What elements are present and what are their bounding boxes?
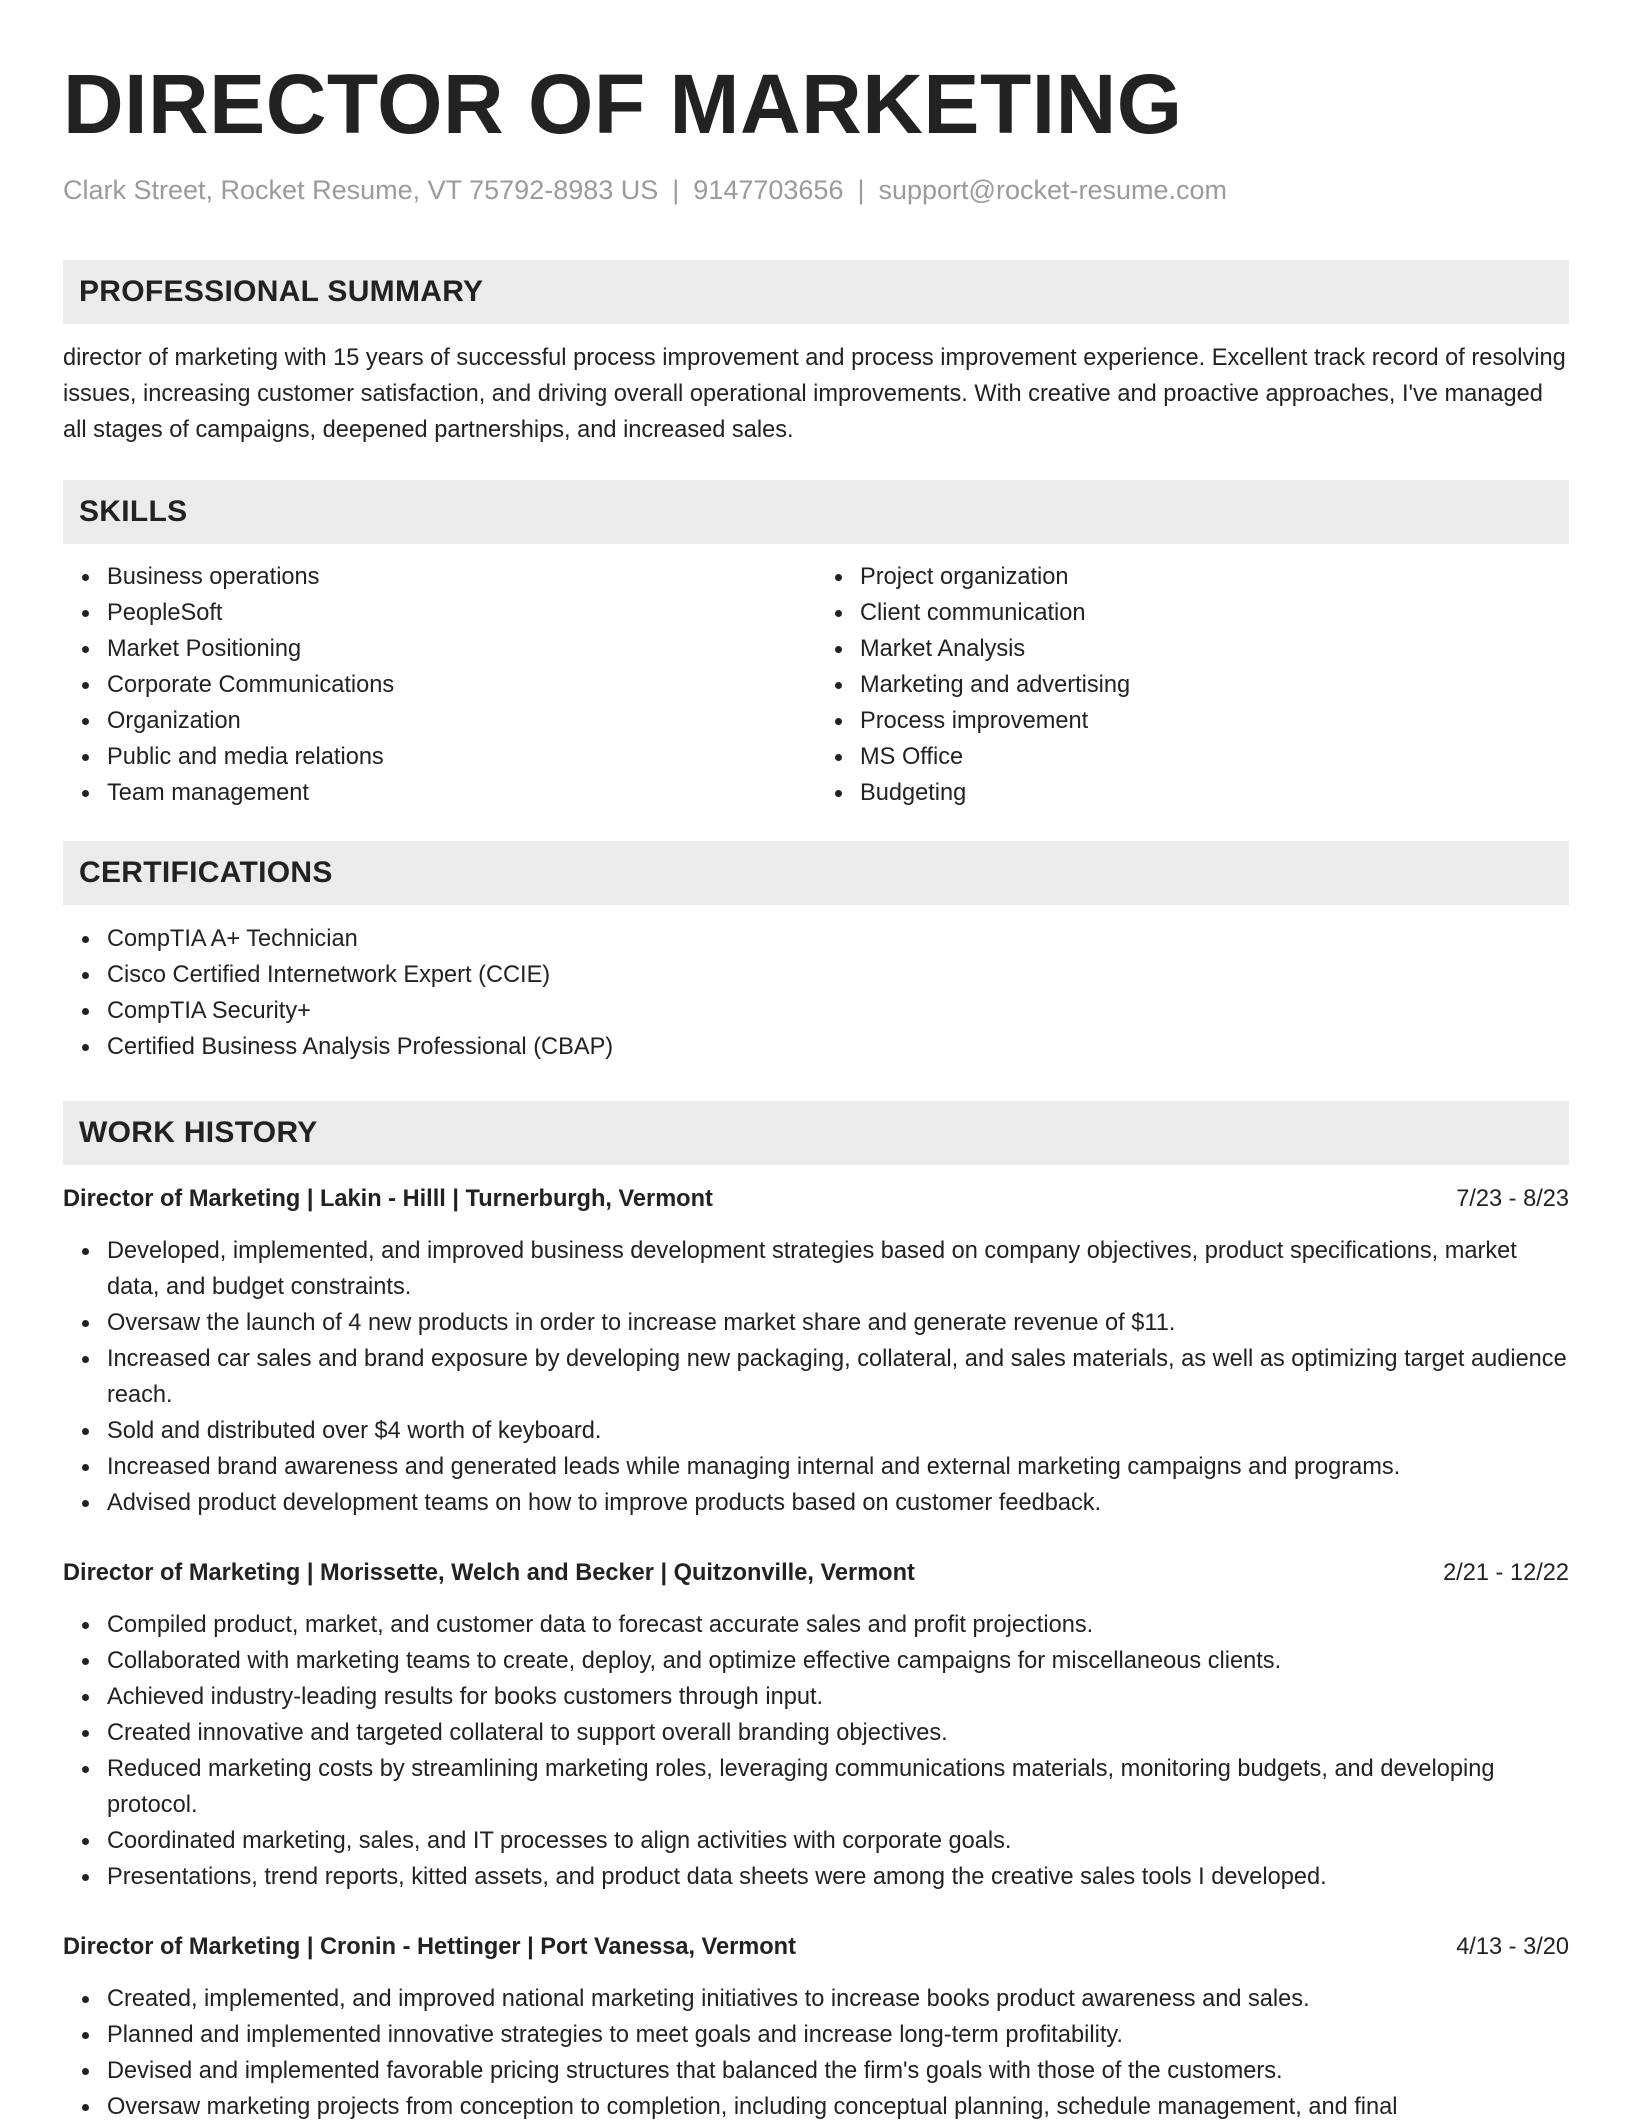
- job-entry: [63, 1929, 1569, 2125]
- certification-item: Certified Business Analysis Professional (CBAP): [107, 1029, 1569, 1065]
- skill-item: Project organization: [860, 559, 1569, 595]
- contact-separator: |: [672, 175, 680, 205]
- certification-item: CompTIA Security+: [107, 993, 1569, 1029]
- job-entry: [63, 1555, 1569, 1895]
- job-bullet: Collaborated with marketing teams to create, deploy, and optimize effective campaigns for miscellaneous clients.: [107, 1643, 1569, 1679]
- section-heading-work-history: WORK HISTORY: [63, 1101, 1569, 1165]
- skill-item: Team management: [107, 775, 816, 811]
- resume-name: DIRECTOR OF MARKETING: [63, 57, 1183, 151]
- job-header: [63, 1929, 1569, 1965]
- skill-item: Market Positioning: [107, 631, 816, 667]
- job-bullets: [63, 1607, 1569, 1895]
- job-bullet: Created, implemented, and improved national marketing initiatives to increase books product awareness and sales.: [107, 1981, 1569, 2017]
- job-entry: [63, 1181, 1569, 1521]
- contact-phone: 9147703656: [693, 175, 844, 205]
- skill-item: Public and media relations: [107, 739, 816, 775]
- skill-item: Client communication: [860, 595, 1569, 631]
- job-bullet: Increased car sales and brand exposure by developing new packaging, collateral, and sales materials, as well as optimizing target audience reach.: [107, 1341, 1569, 1413]
- summary-text: director of marketing with 15 years of successful process improvement and process improvement experience. Excellent track record of resolving issues, increasing customer satisfaction, and driving overall operational improvements. With creative and proactive approaches, I've managed all stages of campaigns, deepened partnerships, and increased sales.: [63, 345, 1566, 443]
- contact-line: [63, 172, 1569, 208]
- certifications-list: [63, 921, 1569, 1065]
- job-title: Director of Marketing | Morissette, Welch and Becker | Quitzonville, Vermont: [63, 1560, 915, 1586]
- skill-item: Process improvement: [860, 703, 1569, 739]
- certification-item: Cisco Certified Internetwork Expert (CCIE): [107, 957, 1569, 993]
- skill-item: PeopleSoft: [107, 595, 816, 631]
- job-header: [63, 1555, 1569, 1591]
- skill-item: Marketing and advertising: [860, 667, 1569, 703]
- skills-column-right: [816, 559, 1569, 811]
- job-dates: 7/23 - 8/23: [1456, 1186, 1569, 1212]
- job-bullet: Sold and distributed over $4 worth of keyboard.: [107, 1413, 1569, 1449]
- job-bullet: Advised product development teams on how to improve products based on customer feedback.: [107, 1485, 1569, 1521]
- skill-item: Market Analysis: [860, 631, 1569, 667]
- job-bullet: Reduced marketing costs by streamlining marketing roles, leveraging communications materials, monitoring budgets, and developing protocol.: [107, 1751, 1569, 1823]
- job-bullet: Devised and implemented favorable pricing structures that balanced the firm's goals with those of the customers.: [107, 2053, 1569, 2089]
- skill-item: Budgeting: [860, 775, 1569, 811]
- job-bullet: Achieved industry-leading results for books customers through input.: [107, 1679, 1569, 1715]
- job-title: Director of Marketing | Lakin - Hilll | Turnerburgh, Vermont: [63, 1186, 713, 1212]
- job-bullets: [63, 1981, 1569, 2125]
- contact-address: Clark Street, Rocket Resume, VT 75792-8983 US: [63, 175, 659, 205]
- certification-item: CompTIA A+ Technician: [107, 921, 1569, 957]
- skill-item: Business operations: [107, 559, 816, 595]
- job-bullet: Oversaw the launch of 4 new products in order to increase market share and generate revenue of $11.: [107, 1305, 1569, 1341]
- section-heading-certifications: CERTIFICATIONS: [63, 841, 1569, 905]
- section-heading-skills: SKILLS: [63, 480, 1569, 544]
- contact-separator: |: [857, 175, 865, 205]
- job-bullet: Presentations, trend reports, kitted assets, and product data sheets were among the creative sales tools I developed.: [107, 1859, 1569, 1895]
- job-bullet: Oversaw marketing projects from conception to completion, including conceptual planning, schedule management, and final: [107, 2089, 1569, 2125]
- job-bullet: Increased brand awareness and generated leads while managing internal and external marketing campaigns and programs.: [107, 1449, 1569, 1485]
- skills-grid: [63, 559, 1569, 811]
- job-bullets: [63, 1233, 1569, 1521]
- job-bullet: Created innovative and targeted collateral to support overall branding objectives.: [107, 1715, 1569, 1751]
- job-dates: 2/21 - 12/22: [1443, 1560, 1569, 1586]
- job-bullet: Planned and implemented innovative strategies to meet goals and increase long-term profitability.: [107, 2017, 1569, 2053]
- job-dates: 4/13 - 3/20: [1456, 1934, 1569, 1960]
- skill-item: MS Office: [860, 739, 1569, 775]
- section-heading-summary: PROFESSIONAL SUMMARY: [63, 260, 1569, 324]
- job-title: Director of Marketing | Cronin - Hettinger | Port Vanessa, Vermont: [63, 1934, 796, 1960]
- job-bullet: Coordinated marketing, sales, and IT processes to align activities with corporate goals.: [107, 1823, 1569, 1859]
- skill-item: Corporate Communications: [107, 667, 816, 703]
- skill-item: Organization: [107, 703, 816, 739]
- contact-email: support@rocket-resume.com: [878, 175, 1228, 205]
- job-bullet: Developed, implemented, and improved business development strategies based on company objectives, product specifications, market data, and budget constraints.: [107, 1233, 1569, 1305]
- skills-column-left: [63, 559, 816, 811]
- job-header: [63, 1181, 1569, 1217]
- job-bullet: Compiled product, market, and customer data to forecast accurate sales and profit projections.: [107, 1607, 1569, 1643]
